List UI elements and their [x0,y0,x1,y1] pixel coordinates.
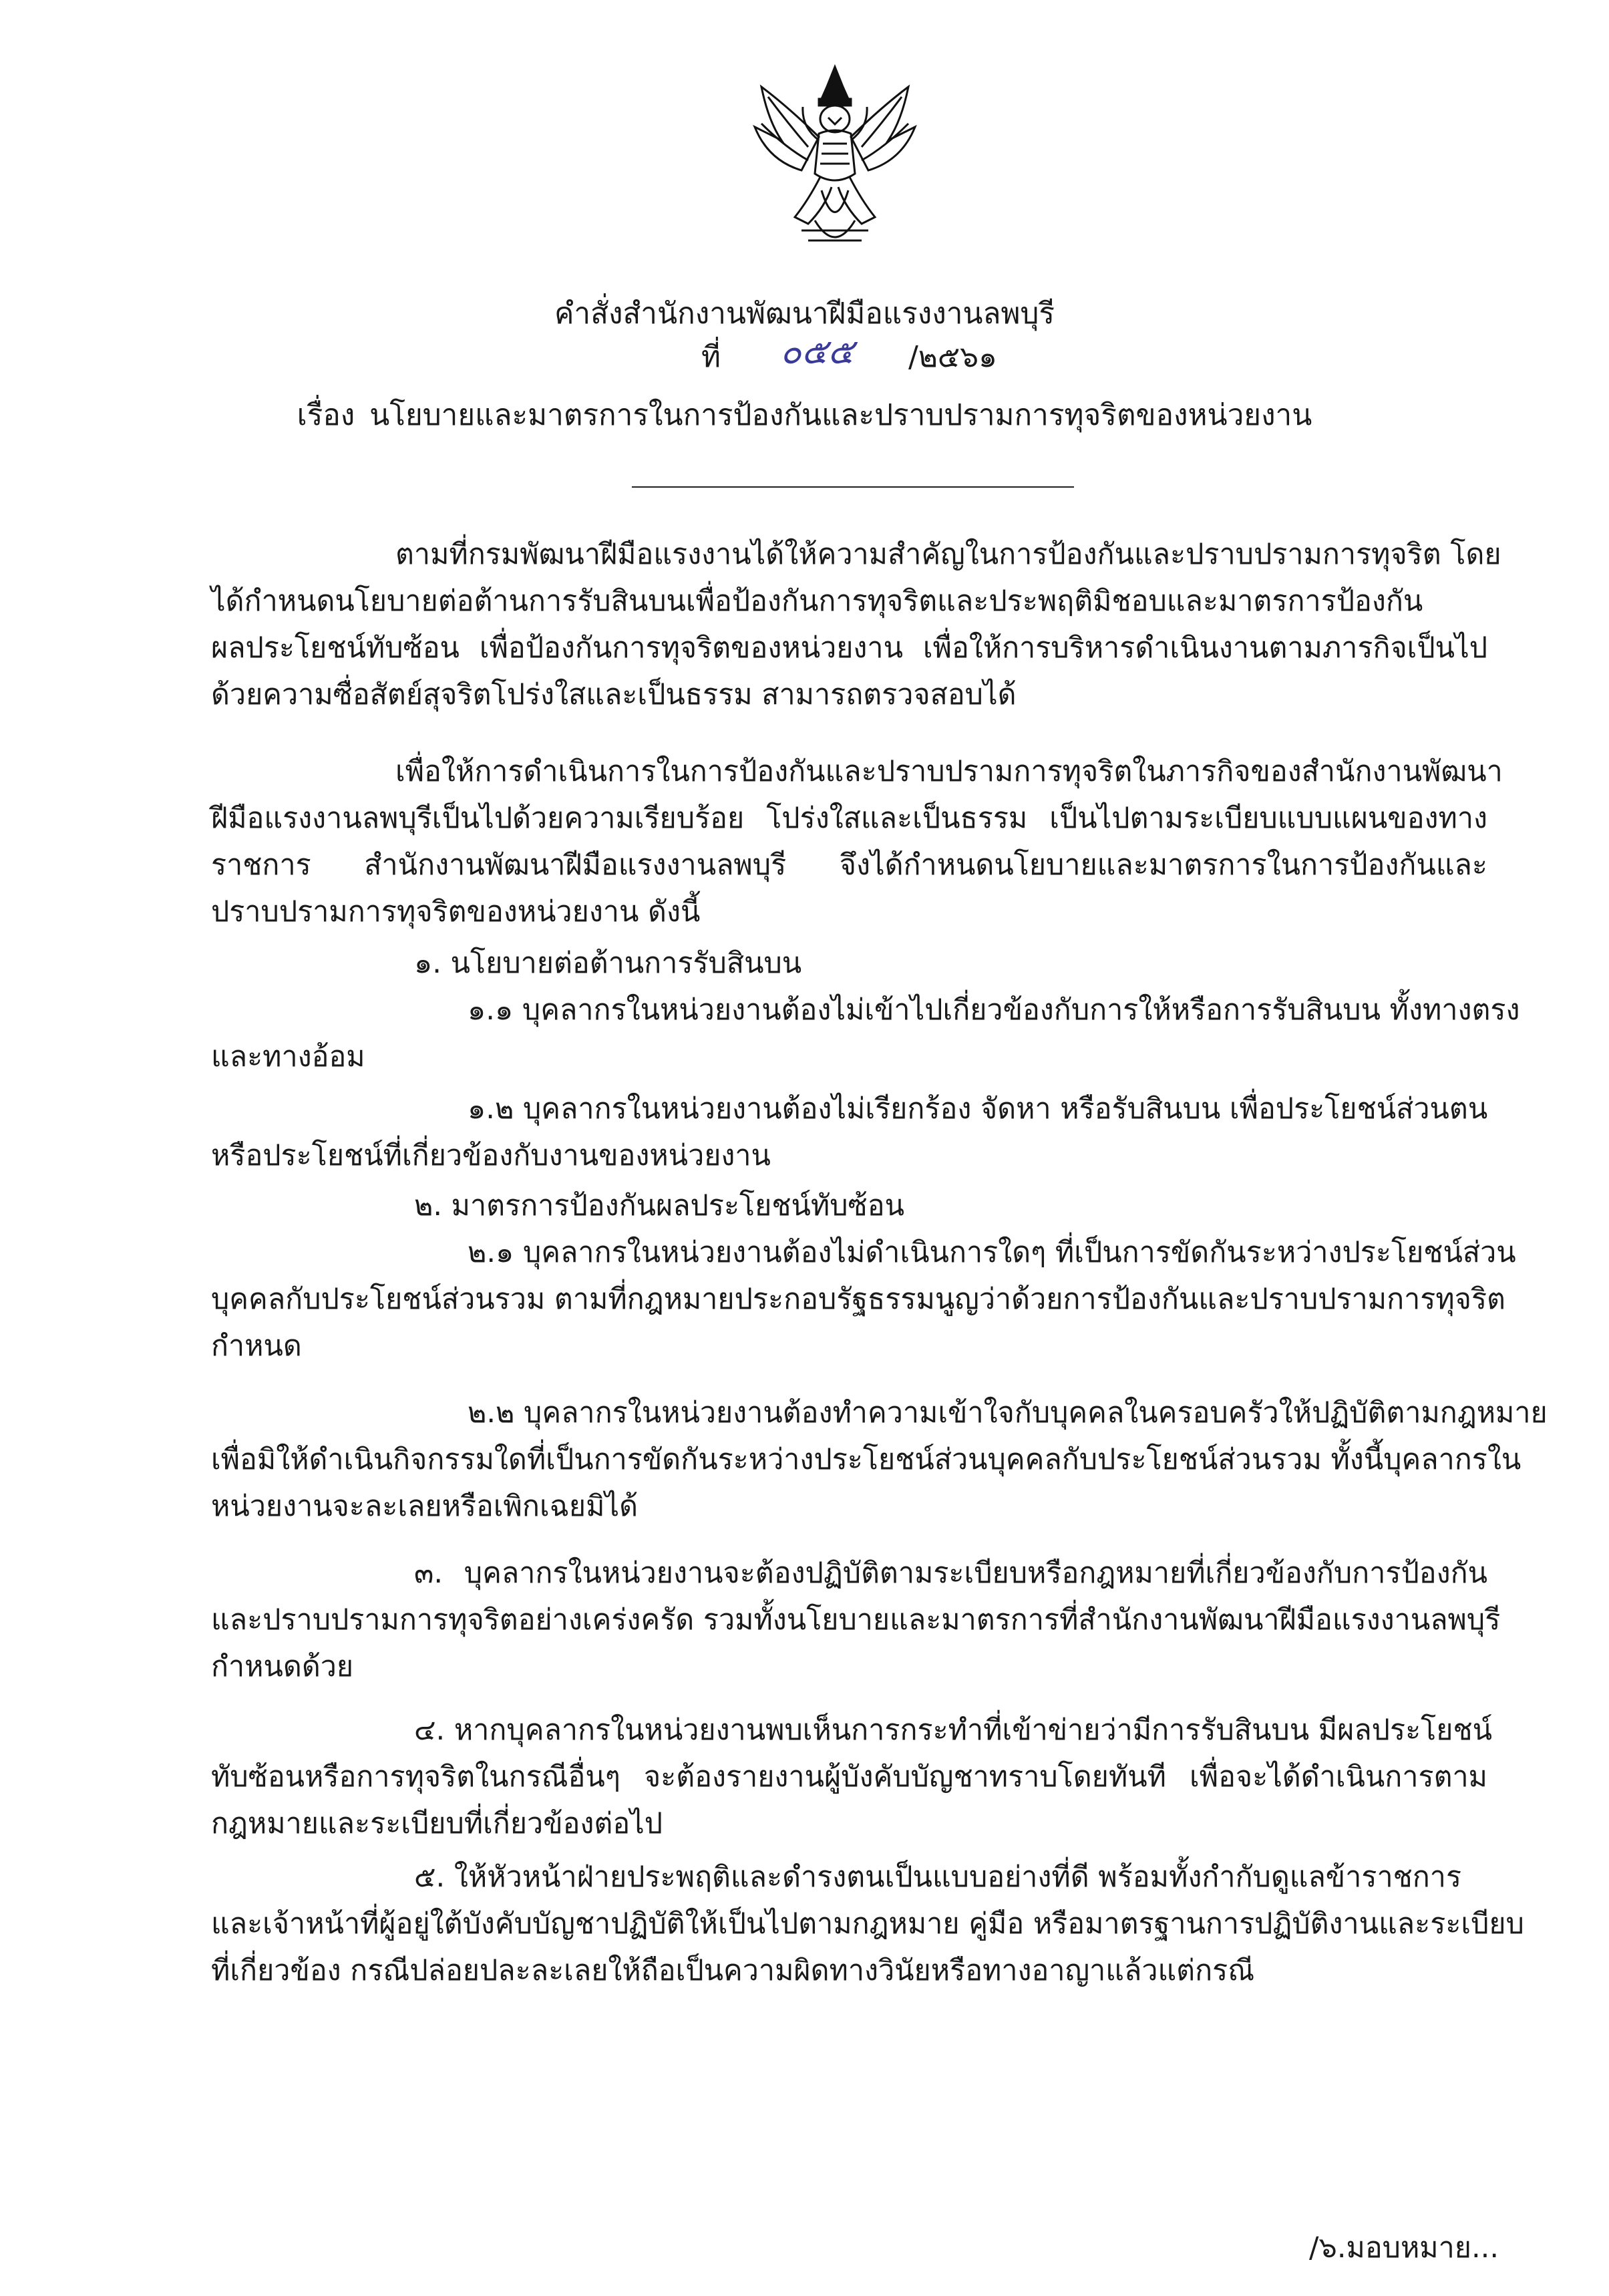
item-5-line-2: และเจ้าหน้าที่ผู้อยู่ใต้บังคับบัญชาปฏิบัติให้เป็นไปตามกฎหมาย คู่มือ หรือมาตรฐานการปฏิบัติงานและระเบียบ [211,1907,1524,1941]
item-2-1-line-2: บุคคลกับประโยชน์ส่วนรวม ตามที่กฎหมายประกอบรัฐธรรมนูญว่าด้วยการป้องกันและปราบปรามการทุจริต [211,1283,1505,1316]
continuation-marker: /๖.มอบหมาย... [1309,2231,1499,2265]
subject-label: เรื่อง [297,398,355,432]
subject-text: นโยบายและมาตรการในการป้องกันและปราบปรามการทุจริตของหน่วยงาน [369,398,1312,432]
item-2-heading: ๒. มาตรการป้องกันผลประโยชน์ทับซ้อน [414,1189,904,1222]
item-2-2-line-3: หน่วยงานจะละเลยหรือเพิกเฉยมิได้ [211,1490,639,1523]
paragraph-2-line-3: ราชการ สำนักงานพัฒนาฝีมือแรงงานลพบุรี จึงได้กำหนดนโยบายและมาตรการในการป้องกันและ [211,848,1487,882]
paragraph-1-line-3: ผลประโยชน์ทับซ้อน เพื่อป้องกันการทุจริตของหน่วยงาน เพื่อให้การบริหารดำเนินงานตามภารกิจเป็นไป [211,631,1487,665]
paragraph-1-line-2: ได้กำหนดนโยบายต่อต้านการรับสินบนเพื่อป้องกันการทุจริตและประพฤติมิชอบและมาตรการป้องกัน [211,585,1423,618]
order-title: คำสั่งสำนักงานพัฒนาฝีมือแรงงานลพบุรี [554,297,1055,331]
subject-line [0,395,1609,436]
item-2-1-line-3: กำหนด [211,1329,302,1363]
paragraph-2-line-1: เพื่อให้การดำเนินการในการป้องกันและปราบปรามการทุจริตในภารกิจของสำนักงานพัฒนา [395,755,1503,788]
item-5-line-3: ที่เกี่ยวข้อง กรณีปล่อยปละละเลยให้ถือเป็นความผิดทางวินัยหรือทางอาญาแล้วแต่กรณี [211,1954,1255,1987]
item-4-line-1: ๔. หากบุคลากรในหน่วยงานพบเห็นการกระทำที่เข้าข่ายว่ามีการรับสินบน มีผลประโยชน์ [414,1713,1493,1747]
item-1-1-line-2: และทางอ้อม [211,1040,365,1074]
item-2-2-line-2: เพื่อมิให้ดำเนินกิจกรรมใดที่เป็นการขัดกันระหว่างประโยชน์ส่วนบุคคลกับประโยชน์ส่วนรวม ทั้งนี้บุคลากรใน [211,1443,1522,1476]
order-year: /๒๕๖๑ [908,340,997,374]
garuda-emblem [741,60,928,261]
paragraph-2-line-2: ฝีมือแรงงานลพบุรีเป็นไปด้วยความเรียบร้อย โปร่งใสและเป็นธรรม เป็นไปตามระเบียบแบบแผนของทาง [211,802,1487,835]
paragraph-2-line-4: ปราบปรามการทุจริตของหน่วยงาน ดังนี้ [211,895,701,929]
item-2-1-line-1: ๒.๑ บุคลากรในหน่วยงานต้องไม่ดำเนินการใดๆ ที่เป็นการขัดกันระหว่างประโยชน์ส่วน [468,1236,1516,1269]
item-1-2-line-1: ๑.๒ บุคลากรในหน่วยงานต้องไม่เรียกร้อง จัดหา หรือรับสินบน เพื่อประโยชน์ส่วนตน [468,1092,1488,1126]
order-number-handwritten: ๐๕๕ [780,332,854,372]
item-4-line-3: กฎหมายและระเบียบที่เกี่ยวข้องต่อไป [211,1807,663,1840]
paragraph-1-line-4: ด้วยความซื่อสัตย์สุจริตโปร่งใสและเป็นธรรม สามารถตรวจสอบได้ [211,678,1017,711]
item-1-2-line-2: หรือประโยชน์ที่เกี่ยวข้องกับงานของหน่วยงาน [211,1139,771,1172]
item-4-line-2: ทับซ้อนหรือการทุจริตในกรณีอื่นๆ จะต้องรายงานผู้บังคับบัญชาทราบโดยทันที เพื่อจะได้ดำเนินการตาม [211,1760,1487,1794]
item-1-heading: ๑. นโยบายต่อต้านการรับสินบน [414,947,802,980]
item-2-2-line-1: ๒.๒ บุคลากรในหน่วยงานต้องทำความเข้าใจกับบุคคลในครอบครัวให้ปฏิบัติตามกฎหมาย [468,1396,1548,1430]
paragraph-1-line-1: ตามที่กรมพัฒนาฝีมือแรงงานได้ให้ความสำคัญในการป้องกันและปราบปรามการทุจริต โดย [395,538,1501,571]
header-divider [632,486,1074,488]
item-3-line-3: กำหนดด้วย [211,1650,354,1683]
order-number-label: ที่ [701,340,721,374]
item-3-line-1: ๓. บุคลากรในหน่วยงานจะต้องปฏิบัติตามระเบียบหรือกฎหมายที่เกี่ยวข้องกับการป้องกัน [414,1556,1487,1590]
item-3-line-2: และปราบปรามการทุจริตอย่างเคร่งครัด รวมทั้งนโยบายและมาตรการที่สำนักงานพัฒนาฝีมือแรงงานลพบุรี [211,1603,1501,1637]
item-5-line-1: ๕. ให้หัวหน้าฝ่ายประพฤติและดำรงตนเป็นแบบอย่างที่ดี พร้อมทั้งกำกับดูแลข้าราชการ [414,1860,1462,1894]
item-1-1-line-1: ๑.๑ บุคลากรในหน่วยงานต้องไม่เข้าไปเกี่ยวข้องกับการให้หรือการรับสินบน ทั้งทางตรง [468,993,1520,1027]
